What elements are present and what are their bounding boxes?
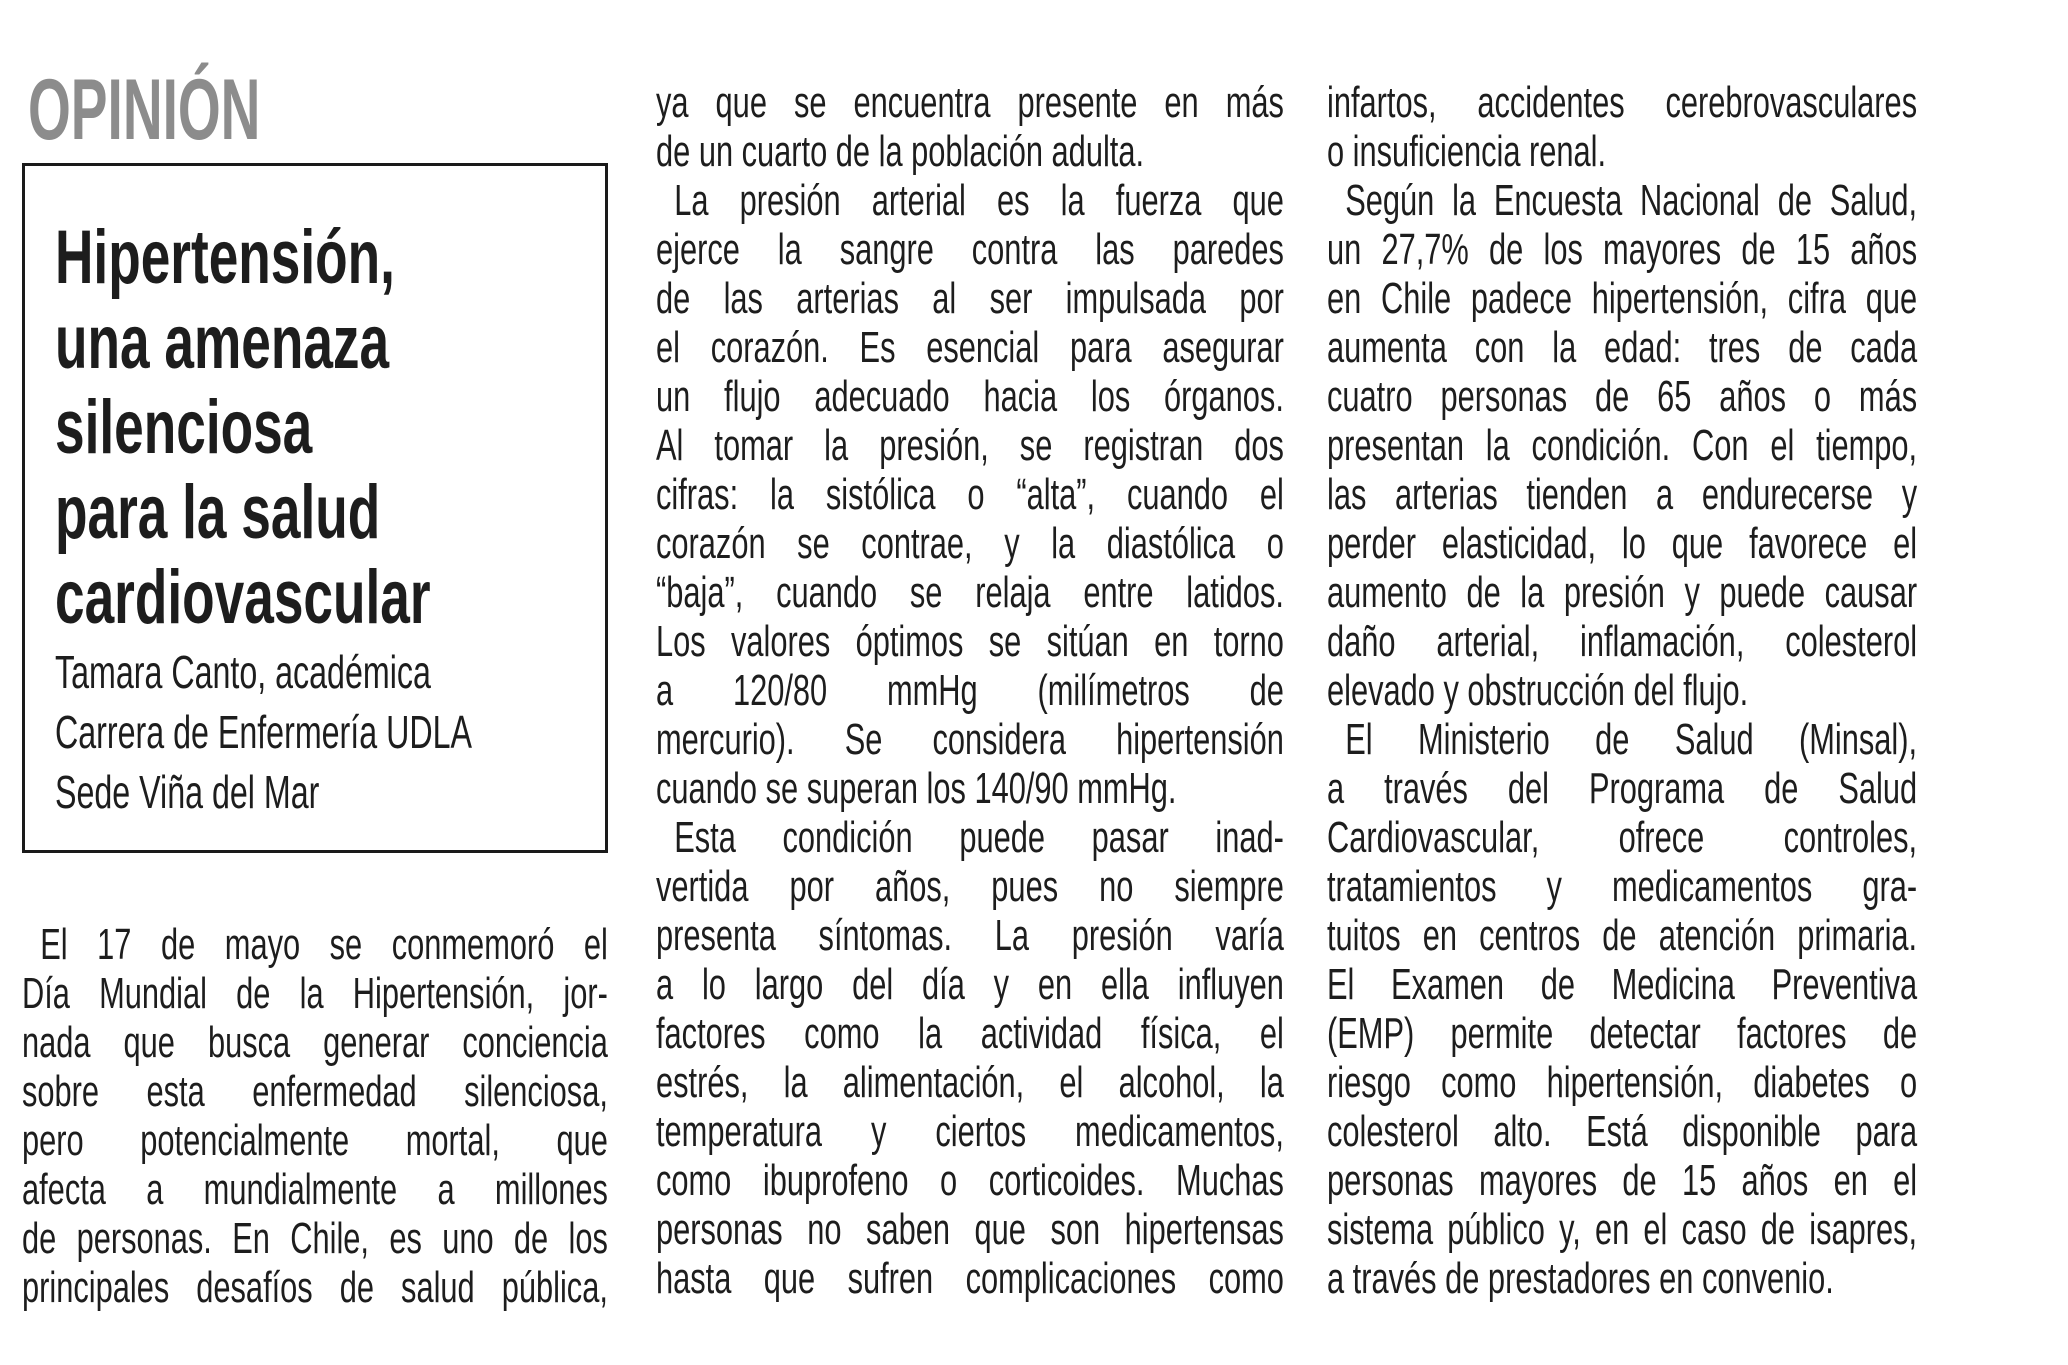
body-line: mercurio). Se considera hipertensión: [656, 715, 1284, 764]
headline-box: [22, 163, 608, 853]
headline-line: Hipertensión,: [55, 215, 395, 300]
body-line: pero potencialmente mortal, que: [22, 1116, 608, 1165]
body-line: principales desafíos de salud pública,: [22, 1263, 608, 1312]
body-line: personas mayores de 15 años en el: [1327, 1156, 1918, 1205]
headline-line: silenciosa: [55, 385, 313, 470]
byline: [55, 642, 573, 822]
body-line: factores como la actividad física, el: [656, 1009, 1284, 1058]
body-line: ejerce la sangre contra las paredes: [656, 225, 1284, 274]
body-line: El Ministerio de Salud (Minsal),: [1345, 715, 1918, 764]
byline-line: Carrera de Enfermería UDLA: [55, 706, 472, 758]
body-line: como ibuprofeno o corticoides. Muchas: [656, 1156, 1284, 1205]
body-line: Al tomar la presión, se registran dos: [656, 421, 1284, 470]
headline-line: cardiovascular: [55, 555, 431, 640]
body-line: un 27,7% de los mayores de 15 años: [1327, 225, 1918, 274]
body-line: afecta a mundialmente a millones: [22, 1165, 608, 1214]
body-line: Según la Encuesta Nacional de Salud,: [1345, 176, 1918, 225]
body-line: presenta síntomas. La presión varía: [656, 911, 1284, 960]
body-line: Día Mundial de la Hipertensión, jor-: [22, 969, 608, 1018]
body-line: temperatura y ciertos medicamentos,: [656, 1107, 1284, 1156]
body-line: de personas. En Chile, es uno de los: [22, 1214, 608, 1263]
body-line: aumenta con la edad: tres de cada: [1327, 323, 1918, 372]
body-line: o insuficiencia renal.: [1327, 127, 1607, 176]
section-kicker-label: OPINIÓN: [28, 62, 261, 158]
body-line: hasta que sufren complicaciones como: [656, 1254, 1284, 1303]
body-line: La presión arterial es la fuerza que: [674, 176, 1284, 225]
headline-line: una amenaza: [55, 300, 390, 385]
body-line: sistema público y, en el caso de isapres,: [1327, 1205, 1918, 1254]
body-line: presentan la condición. Con el tiempo,: [1327, 421, 1918, 470]
text-column-1: [22, 920, 608, 1312]
body-line: perder elasticidad, lo que favorece el: [1327, 519, 1918, 568]
body-line: tuitos en centros de atención primaria.: [1327, 911, 1918, 960]
body-line: ya que se encuentra presente en más: [656, 78, 1284, 127]
body-line: de un cuarto de la población adulta.: [656, 127, 1145, 176]
body-line: cuatro personas de 65 años o más: [1327, 372, 1918, 421]
body-line: cuando se superan los 140/90 mmHg.: [656, 764, 1177, 813]
body-line: a lo largo del día y en ella influyen: [656, 960, 1284, 1009]
body-line: nada que busca generar conciencia: [22, 1018, 608, 1067]
body-line: sobre esta enfermedad silenciosa,: [22, 1067, 608, 1116]
text-column-2: [656, 78, 1284, 1303]
body-line: el corazón. Es esencial para asegurar: [656, 323, 1284, 372]
body-line: de las arterias al ser impulsada por: [656, 274, 1284, 323]
section-kicker: [28, 62, 391, 158]
body-line: en Chile padece hipertensión, cifra que: [1327, 274, 1918, 323]
body-line: infartos, accidentes cerebrovasculares: [1327, 78, 1918, 127]
body-line: personas no saben que son hipertensas: [656, 1205, 1284, 1254]
body-line: riesgo como hipertensión, diabetes o: [1327, 1058, 1918, 1107]
body-line: colesterol alto. Está disponible para: [1327, 1107, 1918, 1156]
body-line: estrés, la alimentación, el alcohol, la: [656, 1058, 1284, 1107]
body-line: El Examen de Medicina Preventiva: [1327, 960, 1918, 1009]
body-line: corazón se contrae, y la diastólica o: [656, 519, 1284, 568]
text-column-3: [1327, 78, 1917, 1303]
body-line: un flujo adecuado hacia los órganos.: [656, 372, 1284, 421]
body-line: “baja”, cuando se relaja entre latidos.: [656, 568, 1284, 617]
body-line: Esta condición puede pasar inad-: [674, 813, 1284, 862]
body-line: cifras: la sistólica o “alta”, cuando el: [656, 470, 1284, 519]
body-line: vertida por años, pues no siempre: [656, 862, 1284, 911]
byline-line: Tamara Canto, académica: [55, 646, 431, 698]
body-line: El 17 de mayo se conmemoró el: [40, 920, 608, 969]
byline-line: Sede Viña del Mar: [55, 766, 320, 818]
body-line: las arterias tienden a endurecerse y: [1327, 470, 1918, 519]
body-line: a través de prestadores en convenio.: [1327, 1254, 1834, 1303]
body-line: a 120/80 mmHg (milímetros de: [656, 666, 1284, 715]
headline: [55, 215, 573, 640]
body-line: Los valores óptimos se sitúan en torno: [656, 617, 1284, 666]
body-line: tratamientos y medicamentos gra-: [1327, 862, 1918, 911]
body-line: daño arterial, inflamación, colesterol: [1327, 617, 1918, 666]
body-line: (EMP) permite detectar factores de: [1327, 1009, 1918, 1058]
body-line: Cardiovascular, ofrece controles,: [1327, 813, 1918, 862]
body-line: elevado y obstrucción del flujo.: [1327, 666, 1749, 715]
headline-line: para la salud: [55, 470, 381, 555]
body-line: aumento de la presión y puede causar: [1327, 568, 1918, 617]
body-line: a través del Programa de Salud: [1327, 764, 1918, 813]
